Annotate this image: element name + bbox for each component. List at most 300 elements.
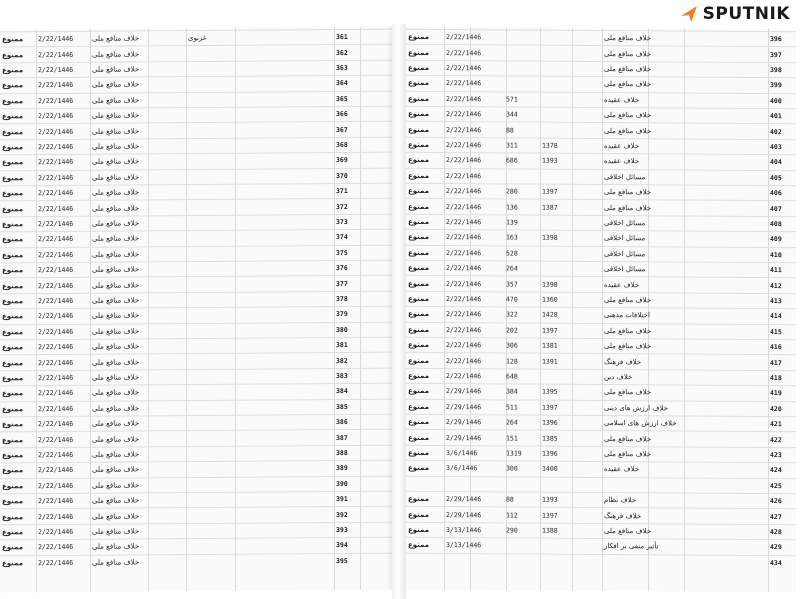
status-action-cell: ممنوع	[408, 387, 430, 396]
row-number-cell: 396	[770, 35, 782, 44]
row-number-cell: 377	[336, 279, 348, 288]
row-number-cell: 405	[770, 173, 782, 182]
reason-cell: خلاف منافع ملی	[604, 450, 652, 459]
reason-cell: خلاف منافع ملی	[604, 111, 652, 120]
date-cell: 2/22/1446	[446, 79, 482, 88]
reason-cell: خلاف منافع ملی	[604, 49, 652, 58]
year-cell	[542, 216, 572, 230]
book-title-cell	[686, 171, 768, 185]
book-title-cell	[686, 233, 768, 247]
reason-cell: خلاف منافع ملی	[92, 219, 140, 228]
row-number-cell: 424	[770, 466, 782, 475]
reason-cell: خلاف عقیده	[604, 142, 640, 151]
pages-cell: 88	[506, 495, 514, 504]
year-cell: 1360	[542, 295, 558, 304]
status-action-cell: ممنوع	[408, 171, 430, 180]
book-title-cell	[686, 110, 768, 124]
status-action-cell: ممنوع	[408, 110, 430, 119]
date-cell: 2/22/1446	[38, 235, 74, 244]
reason-cell: خلاف منافع ملی	[604, 326, 652, 336]
date-cell: 2/22/1446	[38, 481, 74, 490]
row-number-cell: 422	[770, 435, 782, 444]
row-number-cell: 425	[770, 481, 782, 490]
reason-cell: خلاف منافع ملی	[92, 419, 140, 428]
pages-cell	[506, 31, 540, 45]
date-cell: 2/22/1446	[446, 110, 482, 119]
status-action-cell: ممنوع	[2, 204, 24, 213]
pages-cell: 264	[506, 264, 518, 273]
pages-cell: 264	[506, 418, 518, 427]
reason-cell: خلاف منافع ملی	[92, 265, 140, 274]
row-number-cell: 402	[770, 127, 782, 136]
status-action-cell: ممنوع	[2, 358, 24, 367]
date-cell: 3/13/1446	[446, 541, 482, 550]
status-action-cell: ممنوع	[2, 66, 24, 75]
book-title-cell	[686, 94, 768, 108]
reason-cell: خلاف منافع ملی	[604, 126, 652, 135]
status-action-cell: ممنوع	[2, 96, 24, 106]
status-action-cell: ممنوع	[408, 33, 430, 42]
status-action-cell: ممنوع	[408, 156, 430, 165]
book-title-cell	[686, 433, 768, 447]
reason-cell: خلاف منافع ملی	[92, 126, 140, 136]
reason-cell: خلاف منافع ملی	[92, 527, 140, 536]
author-cell	[188, 232, 234, 246]
date-cell: 2/22/1446	[38, 65, 74, 75]
year-cell: 1385	[542, 434, 558, 443]
right-document-page	[406, 27, 796, 592]
year-cell: 1400	[542, 465, 558, 474]
row-number-cell: 413	[770, 297, 782, 306]
pages-cell: 357	[506, 279, 518, 289]
reason-cell: خلاف منافع ملی	[92, 49, 140, 59]
reason-cell: خلاف منافع ملی	[92, 296, 140, 305]
row-number-cell: 421	[770, 420, 782, 429]
pages-cell: 384	[506, 387, 518, 396]
status-action-cell: ممنوع	[2, 497, 24, 506]
pages-cell: 571	[506, 95, 518, 104]
book-title-cell	[686, 79, 768, 93]
status-action-cell: ممنوع	[408, 495, 430, 504]
reason-cell: خلاف منافع ملی	[92, 188, 140, 197]
date-cell: 2/22/1446	[38, 219, 74, 229]
year-cell	[542, 370, 572, 384]
author-cell	[188, 109, 234, 123]
date-cell: 2/22/1446	[38, 527, 74, 537]
row-number-cell: 373	[336, 217, 348, 227]
date-cell: 2/22/1446	[446, 372, 482, 381]
author-cell	[188, 509, 234, 523]
row-number-cell: 389	[336, 464, 348, 473]
status-action-cell: ممنوع	[2, 481, 24, 491]
author-cell	[188, 186, 234, 200]
reason-cell: مسائل اخلاقی	[604, 172, 646, 182]
book-title-cell	[686, 356, 768, 370]
status-action-cell	[408, 554, 444, 568]
row-number-cell: 390	[336, 479, 348, 488]
book-title-cell	[686, 48, 768, 62]
pages-cell: 311	[506, 141, 518, 150]
book-title-cell	[686, 448, 768, 462]
pages-cell: 1319	[506, 449, 522, 458]
row-number-cell: 406	[770, 189, 782, 198]
row-number-cell: 393	[336, 525, 348, 535]
reason-cell: خلاف منافع ملی	[92, 96, 140, 105]
row-number-cell: 399	[770, 81, 782, 90]
year-cell: 1391	[542, 357, 558, 366]
date-cell: 2/22/1446	[446, 341, 482, 350]
row-number-cell: 372	[336, 202, 348, 211]
reason-cell: خلاف منافع ملی	[92, 203, 140, 213]
row-number-cell: 365	[336, 94, 348, 103]
date-cell: 2/22/1446	[446, 171, 482, 181]
author-cell	[188, 263, 234, 277]
reason-cell: خلاف ارزش های دینی	[604, 403, 669, 413]
pages-cell	[506, 62, 540, 76]
date-cell: 3/13/1446	[446, 526, 482, 535]
status-action-cell: ممنوع	[2, 404, 24, 414]
row-number-cell: 408	[770, 220, 782, 229]
date-cell: 2/22/1446	[38, 296, 74, 306]
reason-cell: تأثیر منفی بر افکار	[604, 542, 659, 551]
row-number-cell: 407	[770, 204, 782, 213]
date-cell: 2/22/1446	[38, 543, 74, 552]
row-number-cell: 366	[336, 110, 348, 119]
status-action-cell: ممنوع	[2, 266, 24, 275]
status-action-cell: ممنوع	[2, 250, 24, 260]
date-cell: 2/22/1446	[38, 173, 74, 182]
pages-cell: 686	[506, 156, 518, 165]
date-cell: 2/22/1446	[38, 50, 74, 59]
reason-cell: خلاف منافع ملی	[92, 234, 140, 244]
pages-cell: 280	[506, 187, 518, 196]
date-cell: 3/6/1446	[446, 464, 478, 473]
reason-cell: خلاف عقیده	[604, 95, 640, 105]
date-cell: 2/22/1446	[38, 266, 74, 275]
book-title-cell	[686, 402, 768, 416]
reason-cell: خلاف فرهنگ	[604, 511, 642, 520]
year-cell: 1396	[542, 418, 558, 427]
date-cell: 2/22/1446	[38, 158, 74, 167]
date-cell: 3/6/1446	[446, 449, 478, 458]
row-number-cell: 403	[770, 143, 782, 152]
author-cell	[188, 124, 234, 138]
row-number-cell: 392	[336, 510, 348, 519]
pages-cell	[506, 78, 540, 92]
date-cell: 2/22/1446	[446, 248, 482, 258]
status-action-cell: ممنوع	[2, 127, 24, 136]
date-cell: 2/22/1446	[38, 142, 74, 152]
date-cell: 2/22/1446	[38, 450, 74, 460]
row-number-cell: 383	[336, 371, 348, 381]
status-action-cell: ممنوع	[408, 125, 430, 134]
year-cell	[542, 263, 572, 277]
row-number-cell: 434	[770, 558, 782, 567]
pages-cell: 136	[506, 202, 518, 212]
row-number-cell: 361	[336, 33, 348, 42]
row-number-cell: 371	[336, 187, 348, 196]
reason-cell: خلاف منافع ملی	[604, 188, 652, 197]
status-action-cell: ممنوع	[2, 112, 24, 121]
row-number-cell: 385	[336, 402, 348, 411]
date-cell: 2/29/1446	[446, 433, 482, 442]
author-cell	[188, 170, 234, 184]
status-action-cell: ممنوع	[2, 435, 24, 444]
date-cell: 2/22/1446	[38, 81, 74, 90]
year-cell	[542, 170, 572, 184]
pages-cell	[506, 555, 540, 569]
date-cell: 2/22/1446	[446, 325, 482, 335]
row-number-cell: 382	[336, 356, 348, 365]
date-cell: 2/22/1446	[446, 64, 482, 73]
pages-cell: 322	[506, 310, 518, 319]
year-cell: 1397	[542, 187, 558, 196]
status-action-cell: ممنوع	[2, 543, 24, 552]
reason-cell: خلاف منافع ملی	[92, 404, 140, 413]
status-action-cell: ممنوع	[2, 173, 24, 183]
date-cell: 2/22/1446	[446, 233, 482, 242]
book-title-cell	[686, 187, 768, 201]
reason-cell: خلاف منافع ملی	[92, 357, 140, 367]
author-cell	[188, 540, 234, 554]
row-number-cell: 410	[770, 250, 782, 259]
date-cell: 2/22/1446	[38, 312, 74, 321]
date-cell: 2/22/1446	[38, 466, 74, 475]
date-cell: 2/29/1446	[446, 387, 482, 396]
status-action-cell: ممنوع	[2, 35, 24, 44]
date-cell: 2/22/1446	[38, 327, 74, 336]
row-number-cell: 380	[336, 325, 348, 334]
book-title-cell	[686, 33, 768, 47]
date-cell: 2/22/1446	[446, 187, 482, 196]
reason-cell: خلاف منافع ملی	[604, 388, 652, 397]
date-cell: 2/22/1446	[38, 358, 74, 367]
status-action-cell: ممنوع	[408, 63, 430, 72]
status-action-cell: ممنوع	[408, 418, 430, 427]
reason-cell: خلاف دین	[604, 373, 633, 382]
pages-cell	[506, 540, 540, 554]
date-cell: 2/22/1446	[446, 202, 482, 211]
reason-cell: خلاف منافع ملی	[92, 173, 140, 182]
status-action-cell: ممنوع	[408, 341, 430, 350]
author-cell	[188, 294, 234, 308]
status-action-cell: ممنوع	[408, 371, 430, 380]
status-action-cell: ممنوع	[408, 402, 430, 411]
reason-cell	[604, 556, 648, 570]
status-action-cell: ممنوع	[2, 512, 24, 521]
date-cell: 2/22/1446	[446, 141, 482, 150]
date-cell: 2/22/1446	[38, 435, 74, 444]
book-title-cell	[686, 387, 768, 401]
status-action-cell	[408, 477, 444, 491]
author-cell	[188, 309, 234, 323]
book-title-cell	[686, 464, 768, 478]
pages-cell: 511	[506, 403, 518, 412]
reason-cell: خلاف فرهنگ	[604, 357, 642, 366]
status-action-cell: ممنوع	[408, 356, 430, 365]
author-cell	[188, 155, 234, 169]
date-cell: 2/22/1446	[446, 33, 482, 42]
reason-cell: خلاف منافع ملی	[604, 203, 652, 212]
reason-cell: خلاف منافع ملی	[604, 34, 652, 43]
book-title-cell	[686, 125, 768, 139]
pages-cell	[506, 170, 540, 184]
author-cell	[188, 217, 234, 231]
reason-cell: خلاف منافع ملی	[92, 542, 140, 552]
date-cell: 2/22/1446	[446, 94, 482, 104]
author-cell	[188, 417, 234, 431]
row-number-cell: 367	[336, 125, 348, 134]
pages-cell: 112	[506, 510, 518, 520]
row-number-cell: 423	[770, 451, 782, 460]
book-title-cell	[686, 541, 768, 555]
pages-cell: 648	[506, 372, 518, 381]
date-cell: 2/22/1446	[446, 310, 482, 319]
book-title-cell	[686, 63, 768, 77]
author-cell	[188, 386, 234, 400]
left-document-page	[0, 27, 392, 593]
reason-cell: خلاف منافع ملی	[92, 142, 140, 151]
reason-cell: خلاف منافع ملی	[92, 311, 140, 321]
year-cell	[542, 62, 572, 76]
date-cell: 2/29/1446	[446, 510, 482, 519]
date-cell: 2/22/1446	[38, 96, 74, 105]
reason-cell: خلاف منافع ملی	[92, 250, 140, 259]
status-action-cell: ممنوع	[408, 510, 430, 519]
row-number-cell: 414	[770, 312, 782, 321]
row-number-cell: 378	[336, 294, 348, 304]
row-number-cell: 369	[336, 156, 348, 165]
author-cell	[188, 478, 234, 492]
status-action-cell: ممنوع	[2, 327, 24, 337]
year-cell	[542, 247, 572, 261]
date-cell: 2/22/1446	[38, 112, 74, 121]
date-cell: 2/22/1446	[38, 35, 74, 44]
table-row	[406, 552, 796, 571]
date-cell: 2/22/1446	[38, 127, 74, 136]
book-title-cell	[686, 510, 768, 524]
reason-cell: خلاف منافع ملی	[92, 373, 140, 382]
year-cell	[542, 32, 572, 46]
year-cell: 1381	[542, 341, 558, 350]
author-cell	[188, 401, 234, 415]
row-number-cell: 387	[336, 433, 348, 442]
author-cell	[188, 432, 234, 446]
year-cell	[542, 124, 572, 138]
reason-cell: خلاف منافع ملی	[92, 481, 140, 490]
date-cell: 2/22/1446	[446, 264, 482, 273]
reason-cell: خلاف عقیده	[604, 280, 640, 289]
reason-cell: خلاف منافع ملی	[92, 450, 140, 459]
row-number-cell: 370	[336, 171, 348, 180]
row-number-cell: 363	[336, 63, 348, 73]
date-cell: 2/29/1446	[446, 402, 482, 412]
reason-cell: خلاف عقیده	[604, 465, 640, 474]
book-title-cell	[686, 418, 768, 432]
author-cell	[188, 355, 234, 369]
row-number-cell: 427	[770, 512, 782, 521]
author-cell	[188, 47, 234, 61]
author-cell	[188, 525, 234, 539]
row-number-cell: 409	[770, 235, 782, 244]
date-cell: 2/22/1446	[446, 48, 482, 57]
status-action-cell: ممنوع	[408, 433, 430, 442]
row-number-cell: 404	[770, 158, 782, 167]
date-cell: 2/22/1446	[38, 250, 74, 259]
status-action-cell: ممنوع	[2, 466, 24, 475]
reason-cell: خلاف منافع ملی	[604, 65, 652, 74]
row-number-cell: 429	[770, 543, 782, 552]
row-number-cell: 384	[336, 387, 348, 396]
status-action-cell: ممنوع	[2, 451, 24, 460]
row-number-cell: 397	[770, 50, 782, 59]
row-number-cell: 374	[336, 233, 348, 242]
row-number-cell: 388	[336, 448, 348, 458]
book-title-cell	[686, 479, 768, 493]
date-cell: 2/22/1446	[38, 189, 74, 198]
year-cell	[542, 540, 572, 554]
reason-cell: خلاف منافع ملی	[92, 465, 140, 475]
row-number-cell: 362	[336, 48, 348, 57]
reason-cell: خلاف منافع ملی	[92, 34, 140, 43]
author-cell	[188, 340, 234, 354]
date-cell: 2/22/1446	[38, 204, 74, 213]
row-number-cell: 395	[336, 556, 348, 565]
status-action-cell: ممنوع	[408, 310, 430, 319]
row-number-cell: 426	[770, 497, 782, 506]
status-action-cell: ممنوع	[2, 374, 24, 383]
pages-cell: 163	[506, 233, 518, 242]
reason-cell: خلاف منافع ملی	[604, 342, 652, 351]
status-action-cell: ممنوع	[2, 312, 24, 321]
date-cell: 2/29/1446	[446, 418, 482, 427]
date-cell: 2/22/1446	[38, 389, 74, 398]
year-cell: 1397	[542, 511, 558, 520]
status-action-cell: ممنوع	[408, 187, 430, 196]
year-cell	[542, 478, 572, 492]
author-cell	[188, 555, 234, 569]
row-number-cell: 391	[336, 495, 348, 504]
status-action-cell: ممنوع	[2, 50, 24, 59]
row-number-cell: 364	[336, 79, 348, 88]
status-action-cell: ممنوع	[2, 420, 24, 429]
status-action-cell: ممنوع	[408, 79, 430, 88]
book-title-cell	[686, 371, 768, 385]
row-number-cell: 401	[770, 112, 782, 121]
date-cell: 2/22/1446	[38, 497, 74, 506]
row-number-cell: 420	[770, 404, 782, 413]
date-cell: 2/22/1446	[446, 218, 482, 227]
pages-cell: 306	[506, 341, 518, 350]
status-action-cell: ممنوع	[408, 294, 430, 303]
author-cell	[188, 140, 234, 154]
status-action-cell: ممنوع	[408, 325, 430, 334]
year-cell	[542, 109, 572, 123]
pages-cell: 202	[506, 326, 518, 335]
row-number-cell: 381	[336, 341, 348, 350]
year-cell: 1395	[542, 388, 558, 397]
author-cell	[188, 247, 234, 261]
author-cell	[188, 78, 234, 92]
status-action-cell: ممنوع	[2, 220, 24, 229]
reason-cell: خلاف منافع ملی	[92, 434, 140, 444]
book-title-cell	[686, 341, 768, 355]
status-action-cell: ممنوع	[2, 389, 24, 398]
year-cell: 1388	[542, 526, 558, 535]
reason-cell: اختلافات مذهبی	[604, 311, 650, 320]
book-title-cell	[686, 248, 768, 262]
book-title-cell	[686, 140, 768, 154]
